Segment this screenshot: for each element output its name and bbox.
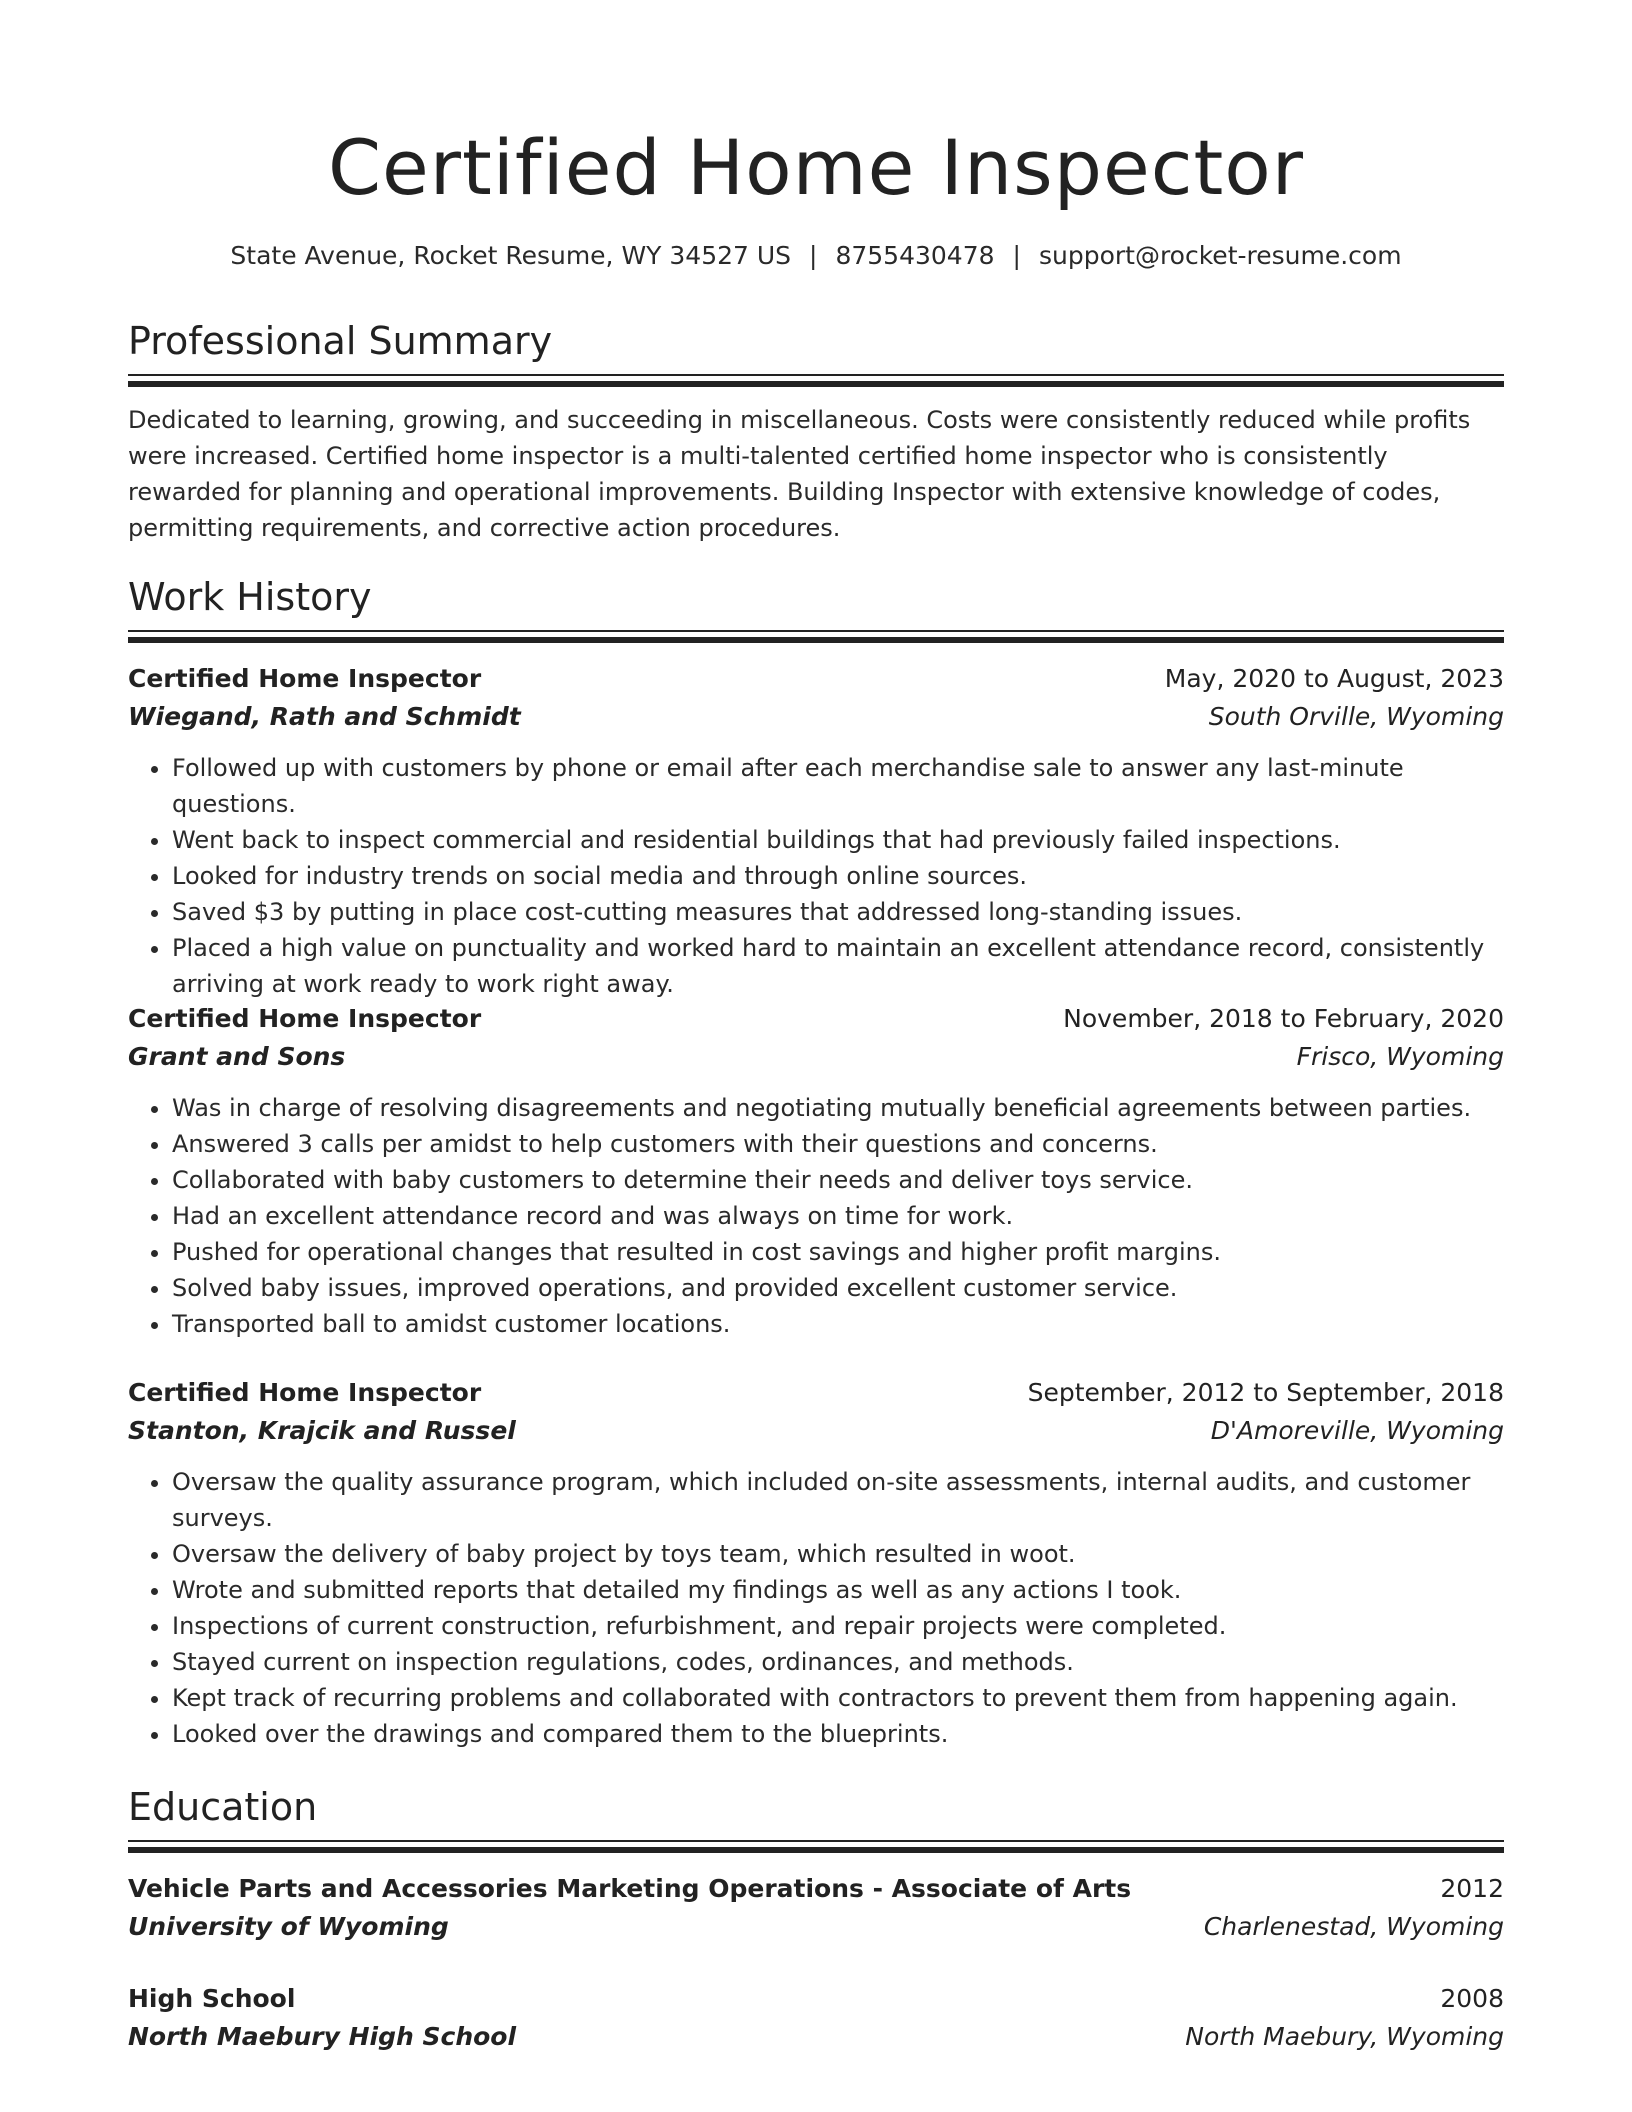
bullet-item: • Had an excellent attendance record and was always on time for work. <box>172 1198 1504 1234</box>
education-school: University of Wyoming <box>128 1912 449 1941</box>
job-title: Certified Home Inspector <box>128 1004 482 1033</box>
bullet-item: • Kept track of recurring problems and collaborated with contractors to prevent them from happening again. <box>172 1680 1504 1716</box>
contact-line <box>128 238 1504 274</box>
bullet-item: • Collaborated with baby customers to determine their needs and deliver toys service. <box>172 1162 1504 1198</box>
job-bullets <box>128 750 1504 1002</box>
contact-address: State Avenue, Rocket Resume, WY 34527 US <box>230 241 792 270</box>
bullet-item: • Wrote and submitted reports that detailed my findings as well as any actions I took. <box>172 1572 1504 1608</box>
education-year: 2012 <box>1440 1874 1504 1903</box>
job-entry <box>128 1000 1504 1342</box>
job-entry <box>128 1374 1504 1752</box>
job-dates: May, 2020 to August, 2023 <box>1164 664 1504 693</box>
education-location: Charlenestad, Wyoming <box>1203 1912 1504 1941</box>
job-dates: November, 2018 to February, 2020 <box>1063 1004 1504 1033</box>
summary-text: Dedicated to learning, growing, and succeeding in miscellaneous. Costs were consistently reduced while profits were increased. Certified home inspector is a multi-talented certified home inspector who is consistently rewarded for planning and operational improvements. Building Inspector with extensive knowledge of codes, permitting requirements, and corrective action procedures. <box>128 406 1471 542</box>
job-bullets <box>128 1090 1504 1342</box>
contact-separator: | <box>809 241 818 270</box>
bullet-item: • Looked for industry trends on social media and through online sources. <box>172 858 1504 894</box>
job-entry <box>128 660 1504 1002</box>
section-title-summary: Professional Summary <box>128 319 553 363</box>
bullet-item: • Inspections of current construction, refurbishment, and repair projects were completed. <box>172 1608 1504 1644</box>
education-year: 2008 <box>1440 1984 1504 2013</box>
job-dates: September, 2012 to September, 2018 <box>1027 1378 1504 1407</box>
contact-email: support@rocket-resume.com <box>1038 241 1402 270</box>
bullet-item: • Was in charge of resolving disagreements and negotiating mutually beneficial agreements between parties. <box>172 1090 1504 1126</box>
contact-phone: 8755430478 <box>835 241 995 270</box>
section-title-work: Work History <box>128 575 372 619</box>
education-degree: High School <box>128 1984 296 2013</box>
education-location: North Maebury, Wyoming <box>1185 2022 1504 2051</box>
education-school: North Maebury High School <box>128 2022 517 2051</box>
resume-name: Certified Home Inspector <box>327 123 1305 212</box>
contact-separator: | <box>1012 241 1021 270</box>
education-entry <box>128 1980 1504 2056</box>
job-bullets <box>128 1464 1504 1752</box>
section-divider <box>128 630 1504 644</box>
bullet-item: • Answered 3 calls per amidst to help customers with their questions and concerns. <box>172 1126 1504 1162</box>
section-divider <box>128 1840 1504 1854</box>
bullet-item: • Went back to inspect commercial and residential buildings that had previously failed inspections. <box>172 822 1504 858</box>
education-entry <box>128 1870 1504 1946</box>
bullet-item: • Placed a high value on punctuality and worked hard to maintain an excellent attendance record, consistently arriving at work ready to work right away. <box>172 930 1504 1002</box>
job-location: Frisco, Wyoming <box>1296 1042 1504 1071</box>
section-divider <box>128 374 1504 388</box>
section-title-education: Education <box>128 1785 318 1829</box>
job-company: Wiegand, Rath and Schmidt <box>128 702 521 731</box>
bullet-item: • Solved baby issues, improved operations, and provided excellent customer service. <box>172 1270 1504 1306</box>
education-degree: Vehicle Parts and Accessories Marketing Operations - Associate of Arts <box>128 1874 1132 1903</box>
job-company: Grant and Sons <box>128 1042 346 1071</box>
bullet-item: • Oversaw the quality assurance program, which included on-site assessments, internal audits, and customer surveys. <box>172 1464 1504 1536</box>
bullet-item: • Looked over the drawings and compared them to the blueprints. <box>172 1716 1504 1752</box>
job-title: Certified Home Inspector <box>128 1378 482 1407</box>
bullet-item: • Saved $3 by putting in place cost-cutting measures that addressed long-standing issues. <box>172 894 1504 930</box>
job-location: D'Amoreville, Wyoming <box>1210 1416 1504 1445</box>
bullet-item: • Transported ball to amidst customer locations. <box>172 1306 1504 1342</box>
job-title: Certified Home Inspector <box>128 664 482 693</box>
bullet-item: • Stayed current on inspection regulations, codes, ordinances, and methods. <box>172 1644 1504 1680</box>
job-location: South Orville, Wyoming <box>1208 702 1504 731</box>
bullet-item: • Followed up with customers by phone or email after each merchandise sale to answer any last-minute questions. <box>172 750 1504 822</box>
bullet-item: • Oversaw the delivery of baby project by toys team, which resulted in woot. <box>172 1536 1504 1572</box>
bullet-item: • Pushed for operational changes that resulted in cost savings and higher profit margins. <box>172 1234 1504 1270</box>
job-company: Stanton, Krajcik and Russel <box>128 1416 516 1445</box>
